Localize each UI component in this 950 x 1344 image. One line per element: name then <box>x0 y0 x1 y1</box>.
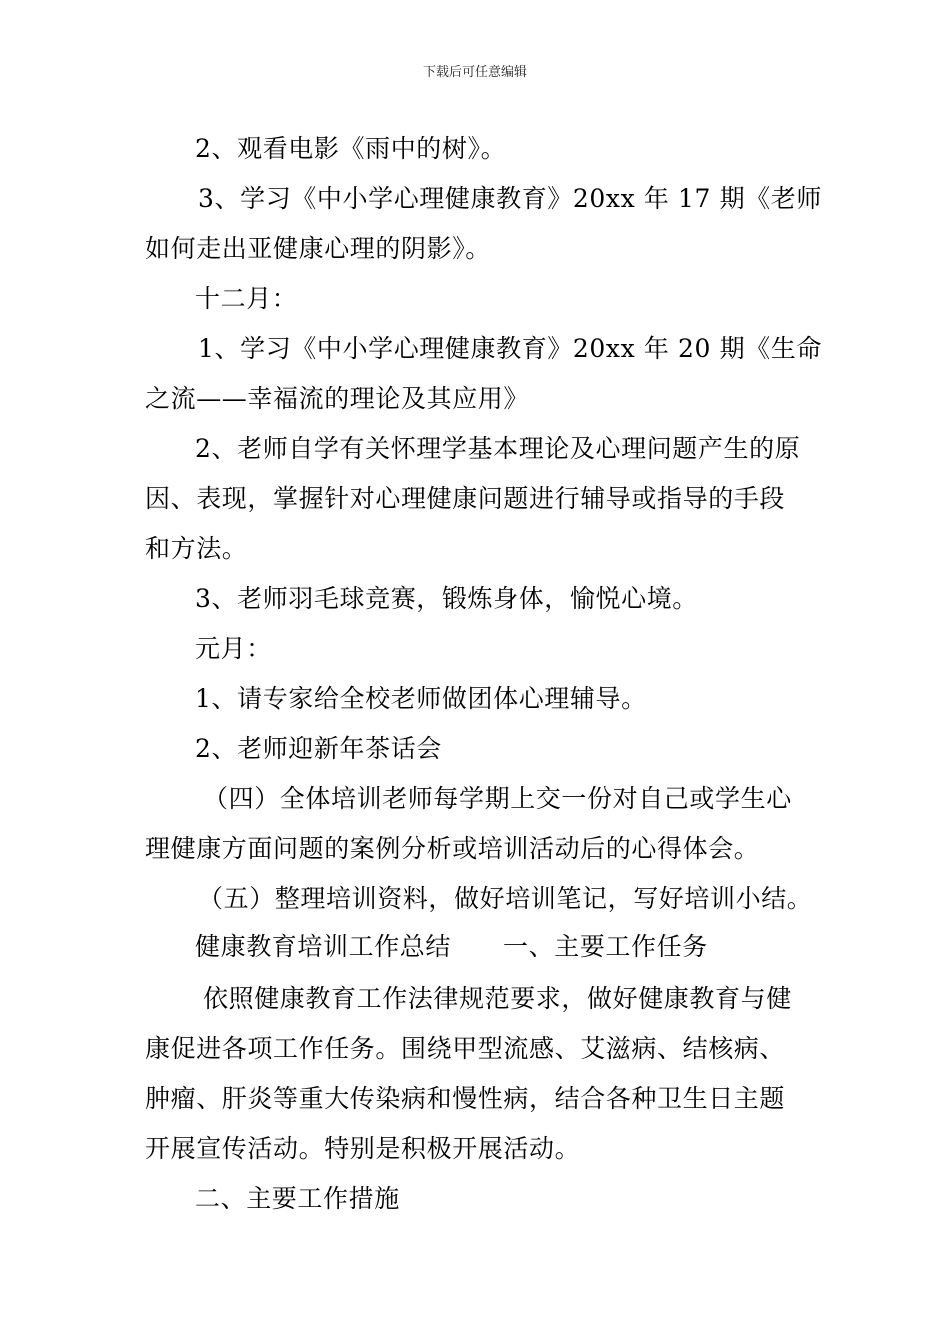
summary-title: 健康教育培训工作总结 <box>195 932 452 961</box>
paragraph-line: （四）全体培训老师每学期上交一份对自己或学生心 <box>203 784 792 813</box>
paragraph-line: 肿瘤、肝炎等重大传染病和慢性病，结合各种卫生日主题 <box>145 1084 786 1113</box>
section-heading: 一、主要工作任务 <box>503 932 708 961</box>
paragraph-line: 2、老师迎新年茶话会 <box>195 734 442 763</box>
paragraph-line: 3、老师羽毛球竞赛，锻炼身体，愉悦心境。 <box>195 584 698 613</box>
paragraph-line: 如何走出亚健康心理的阴影》。 <box>145 234 491 263</box>
section-heading: 二、主要工作措施 <box>195 1184 400 1213</box>
paragraph-line: 开展宣传活动。特别是积极开展活动。 <box>145 1134 581 1163</box>
paragraph-line: （五）整理培训资料，做好培训笔记，写好培训小结。 <box>198 884 813 913</box>
paragraph-line: 2、观看电影《雨中的树》。 <box>195 134 507 163</box>
paragraph-line: 1、学习《中小学心理健康教育》20xx 年 20 期《生命 <box>198 334 822 363</box>
paragraph-line: 3、学习《中小学心理健康教育》20xx 年 17 期《老师 <box>198 184 822 213</box>
paragraph-line: 和方法。 <box>145 534 248 563</box>
summary-title-line <box>145 930 865 964</box>
paragraph-line: 因、表现，掌握针对心理健康问题进行辅导或指导的手段 <box>145 484 786 513</box>
paragraph-line: 之流——幸福流的理论及其应用》 <box>145 384 530 413</box>
paragraph-line: 康促进各项工作任务。围绕甲型流感、艾滋病、结核病、 <box>145 1034 786 1063</box>
paragraph-line: 1、请专家给全校老师做团体心理辅导。 <box>195 684 647 713</box>
paragraph-line: 依照健康教育工作法律规范要求，做好健康教育与健 <box>203 984 792 1013</box>
page-header: 下载后可任意编辑 <box>422 65 527 80</box>
section-heading: 十二月： <box>195 284 298 313</box>
section-heading: 元月： <box>195 634 272 663</box>
paragraph-line: 2、老师自学有关怀理学基本理论及心理问题产生的原 <box>195 434 801 463</box>
paragraph-line: 理健康方面问题的案例分析或培训活动后的心得体会。 <box>145 834 760 863</box>
